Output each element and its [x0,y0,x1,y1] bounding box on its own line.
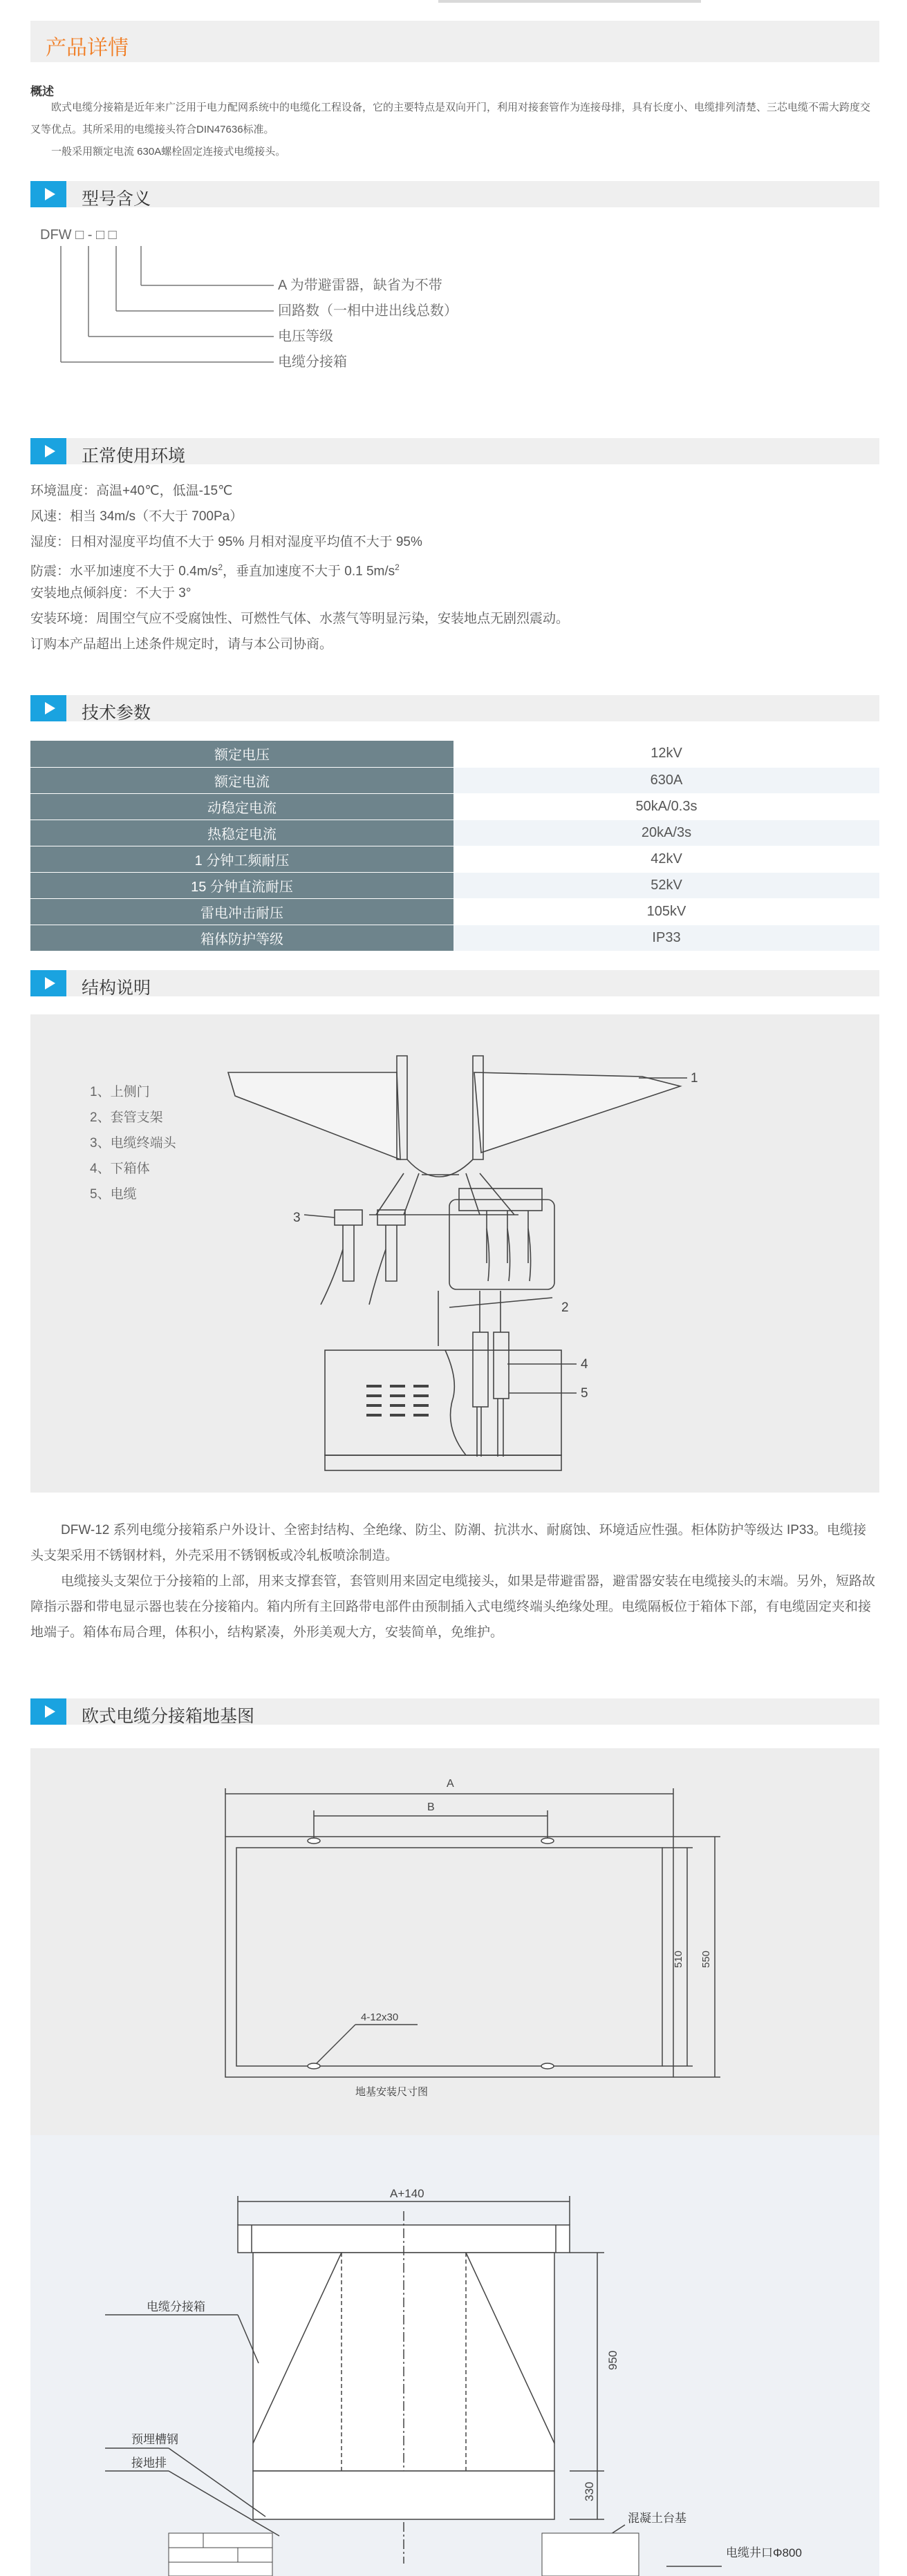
structure-diagram [30,1014,879,1493]
plan-caption: 地基安装尺寸图 [355,2086,429,2098]
env-line-3: 湿度：日相对湿度平均值不大于 95% 月相对湿度平均值不大于 95% [30,535,422,549]
param-name: 15 分钟直流耐压 [30,872,454,898]
section-tech-title: 技术参数 [82,703,151,723]
foundation-plan-panel [30,1748,879,2135]
play-icon [30,1698,66,1725]
play-icon [30,438,66,464]
overview-paragraph-1: 欧式电缆分接箱是近年来广泛用于电力配网系统中的电缆化工程设备，它的主要特点是双向开门，利用对接套管作为连接母排，具有长度小、电缆排列清楚、三芯电缆不需大跨度交叉等优点。其所采用的电缆接头符合DIN47636标准。 [30,102,871,135]
cable-box-drawing [228,1056,687,1470]
table-row [30,793,879,820]
dim-a-plus-140: A+140 [390,2187,424,2200]
vent-grille [366,1385,429,1417]
dim-950: 950 [606,2350,619,2370]
section-tech [30,695,879,721]
model-item-1: A 为带避雷器，缺省为不带 [278,278,442,293]
structure-description-2: 电缆接头支架位于分接箱的上部，用来支撑套管，套管则用来固定电缆接头，如果是带避雷器，避雷器安装在电缆接头的末端。另外，短路故障指示器和带电显示器也装在分接箱内。箱内所有主回路带电部件由预制插入式电缆终端头绝缘处理。电缆隔板位于箱体下部，有电缆固定夹和接地端子。箱体布局合理，体积小，结构紧凑，外形美观大方，安装简单，免维护。 [30,1574,876,1640]
callout-5: 5 [581,1386,588,1401]
label-embedded-steel: 预埋槽钢 [131,2433,178,2446]
top-divider [30,0,879,3]
tech-params-table [30,741,879,951]
env-line-7: 订购本产品超出上述条件规定时，请与本公司协商。 [30,637,333,652]
section-foundation-title: 欧式电缆分接箱地基图 [82,1707,255,1726]
callout-3: 3 [293,1211,301,1225]
legend-item: 1、上侧门 [90,1085,150,1099]
param-name: 雷电冲击耐压 [30,898,454,925]
param-name: 额定电流 [30,767,454,793]
table-row [30,820,879,846]
param-value: 20kA/3s [454,820,879,846]
env-line-1: 环境温度：高温+40℃，低温-15℃ [30,484,233,498]
structure-diagram-panel [30,1014,879,1493]
callout-2: 2 [561,1300,569,1315]
section-structure [30,970,879,996]
param-value: 630A [454,767,879,793]
foundation-plan-drawing [30,1748,879,2135]
overview-heading: 概述 [30,85,54,98]
dim-330: 330 [583,2481,596,2501]
param-name: 箱体防护等级 [30,925,454,951]
param-value: 105kV [454,898,879,925]
param-value: IP33 [454,925,879,951]
param-value: 50kA/0.3s [454,793,879,820]
page-title-bar [30,21,879,62]
env-line-4-part-1: 防震：水平加速度不大于 0.4m/s [30,564,218,579]
label-cable-well: 电缆井口Φ800 [726,2546,802,2559]
dim-b: B [427,1801,435,1813]
table-row [30,898,879,925]
env-line-4-part-2: ，垂直加速度不大于 0.1 5m/s [223,564,395,579]
param-name: 动稳定电流 [30,793,454,820]
section-environment [30,438,879,464]
foundation-elevation-panel [30,2135,879,2576]
label-cable-box: 电缆分接箱 [147,2300,205,2313]
model-code-diagram [30,218,514,377]
table-row [30,846,879,872]
callout-1: 1 [691,1071,698,1086]
legend-item: 4、下箱体 [90,1162,150,1176]
param-value: 12kV [454,741,879,767]
dim-510: 510 [673,1950,684,1968]
play-icon [30,695,66,721]
table-row [30,767,879,793]
superscript: 2 [395,562,400,572]
label-concrete-base: 混凝土台基 [628,2512,686,2525]
param-value: 52kV [454,872,879,898]
env-line-5: 安装地点倾斜度：不大于 3° [30,586,191,600]
play-icon [30,181,66,207]
legend-item: 5、电缆 [90,1187,137,1202]
model-item-2: 回路数（一相中进出线总数） [278,303,458,319]
foundation-elevation-drawing [30,2135,879,2576]
legend-item: 2、套管支架 [90,1110,163,1125]
section-foundation [30,1698,879,1725]
label-ground-bar: 接地排 [131,2456,167,2470]
overview-paragraph-2: 一般采用额定电流 630A螺栓固定连接式电缆接头。 [51,146,286,158]
table-row [30,741,879,767]
model-item-3: 电压等级 [278,329,333,344]
section-model [30,181,879,207]
section-model-title: 型号含义 [82,189,151,209]
table-row [30,872,879,898]
play-icon [30,970,66,996]
param-name: 1 分钟工频耐压 [30,846,454,872]
table-row [30,925,879,951]
env-line-2: 风速：相当 34m/s（不大于 700Pa） [30,509,243,524]
callout-4: 4 [581,1357,588,1372]
legend-item: 3、电缆终端头 [90,1136,176,1150]
env-line-4 [30,555,400,584]
param-name: 热稳定电流 [30,820,454,846]
model-item-4: 电缆分接箱 [278,354,347,370]
param-value: 42kV [454,846,879,872]
superscript: 2 [218,562,223,572]
section-structure-title: 结构说明 [82,978,151,998]
model-code: DFW □ - □ □ [40,227,117,243]
section-environment-title: 正常使用环境 [82,446,186,466]
param-name: 额定电压 [30,741,454,767]
page-title: 产品详情 [46,37,129,59]
dim-550: 550 [700,1950,712,1968]
structure-description-1: DFW-12 系列电缆分接箱系户外设计、全密封结构、全绝缘、防尘、防潮、抗洪水、耐腐蚀、环境适应性强。柜体防护等级达 IP33。电缆接头支架采用不锈钢材料，外壳采用不锈钢板或冷轧板喷涂制造。 [30,1523,867,1563]
env-line-6: 安装环境：周围空气应不受腐蚀性、可燃性气体、水蒸气等明显污染，安装地点无剧烈震动。 [30,612,570,626]
holes-label: 4-12x30 [361,2011,399,2023]
dim-a: A [447,1778,454,1790]
